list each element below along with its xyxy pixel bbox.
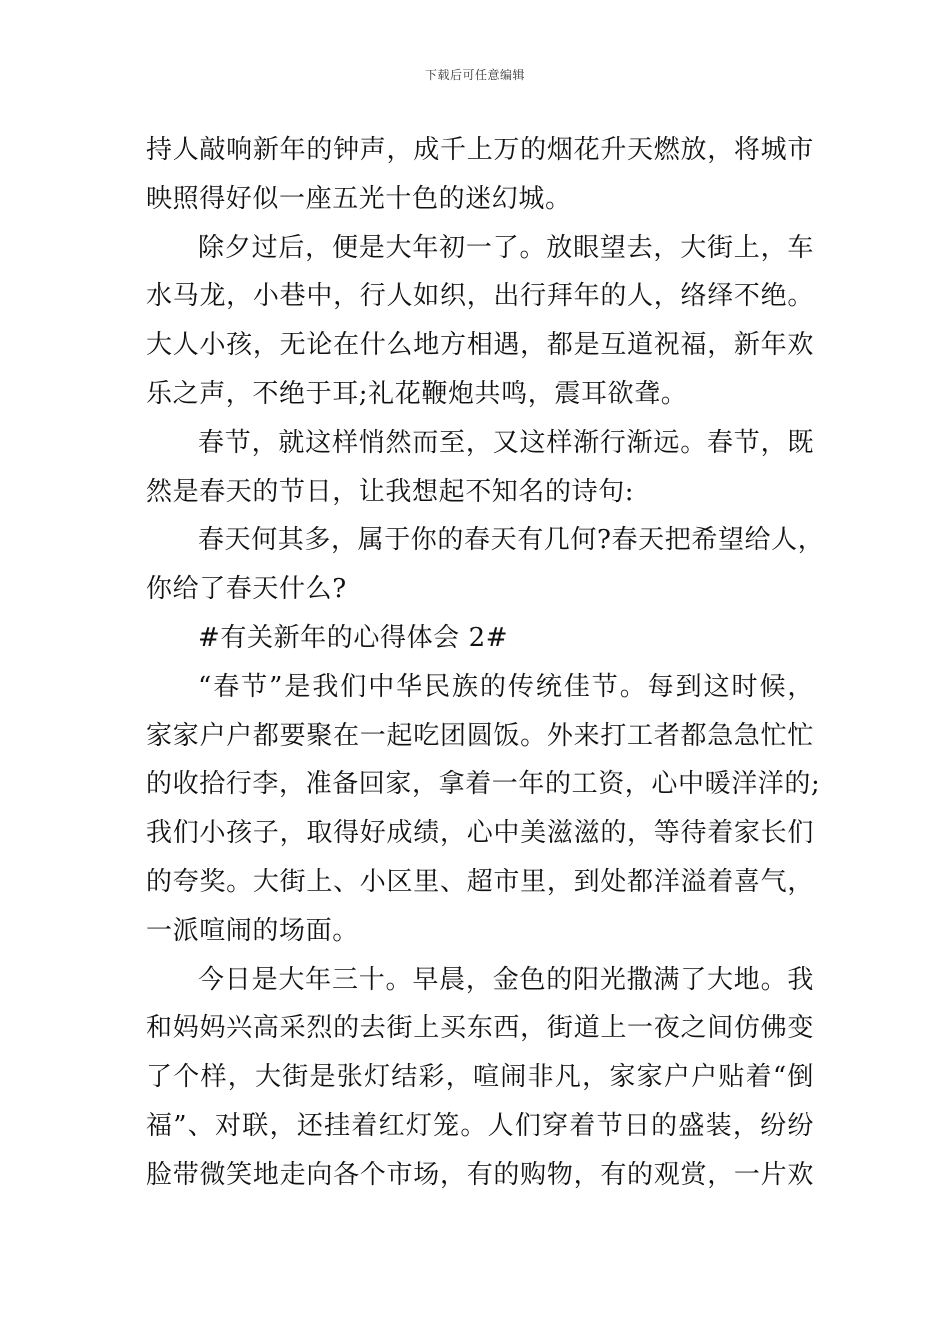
text-line: 福”、对联，还挂着红灯笼。人们穿着节日的盛装，纷纷: [146, 1110, 814, 1141]
document-body: [146, 128, 825, 1202]
text-line: 你给了春天什么?: [146, 574, 347, 605]
page-header-note: 下载后可任意编辑: [424, 68, 525, 82]
text-line: 了个样，大街是张灯结彩，喧闹非凡，家家户户贴着“倒: [146, 1062, 814, 1093]
text-line: 映照得好似一座五光十色的迷幻城。: [146, 183, 572, 214]
text-line: 大人小孩，无论在什么地方相遇，都是互道祝福，新年欢: [146, 330, 814, 361]
text-line: 乐之声，不绝于耳;礼花鞭炮共鸣，震耳欲聋。: [146, 378, 688, 409]
text-line: 家家户户都要聚在一起吃团圆饭。外来打工者都急急忙忙: [146, 720, 814, 751]
text-line: 的夸奖。大街上、小区里、超市里，到处都洋溢着喜气，: [146, 866, 814, 897]
text-line: 脸带微笑地走向各个市场，有的购物，有的观赏，一片欢: [146, 1159, 814, 1190]
section-heading: #有关新年的心得体会 2#: [198, 622, 509, 653]
paragraph-first-line: 春天何其多，属于你的春天有几何?春天把希望给人，: [198, 525, 825, 556]
text-line: 的收拾行李，准备回家，拿着一年的工资，心中暖洋洋的;: [146, 769, 821, 800]
paragraph-first-line: 春节，就这样悄然而至，又这样渐行渐远。春节，既: [198, 427, 814, 458]
paragraph-first-line: “春节”是我们中华民族的传统佳节。每到这时候，: [198, 671, 814, 702]
text-line: 我们小孩子，取得好成绩，心中美滋滋的，等待着家长们: [146, 818, 814, 849]
text-line: 水马龙，小巷中，行人如织，出行拜年的人，络绎不绝。: [146, 281, 814, 312]
text-line: 持人敲响新年的钟声，成千上万的烟花升天燃放，将城市: [146, 135, 814, 165]
paragraph-first-line: 除夕过后，便是大年初一了。放眼望去，大街上，车: [198, 232, 814, 263]
text-line: 一派喧闹的场面。: [146, 915, 359, 946]
text-line: 和妈妈兴高采烈的去街上买东西，街道上一夜之间仿佛变: [146, 1013, 814, 1044]
paragraph-first-line: 今日是大年三十。早晨，金色的阳光撒满了大地。我: [198, 964, 814, 995]
text-line: 然是春天的节日，让我想起不知名的诗句:: [146, 476, 635, 507]
